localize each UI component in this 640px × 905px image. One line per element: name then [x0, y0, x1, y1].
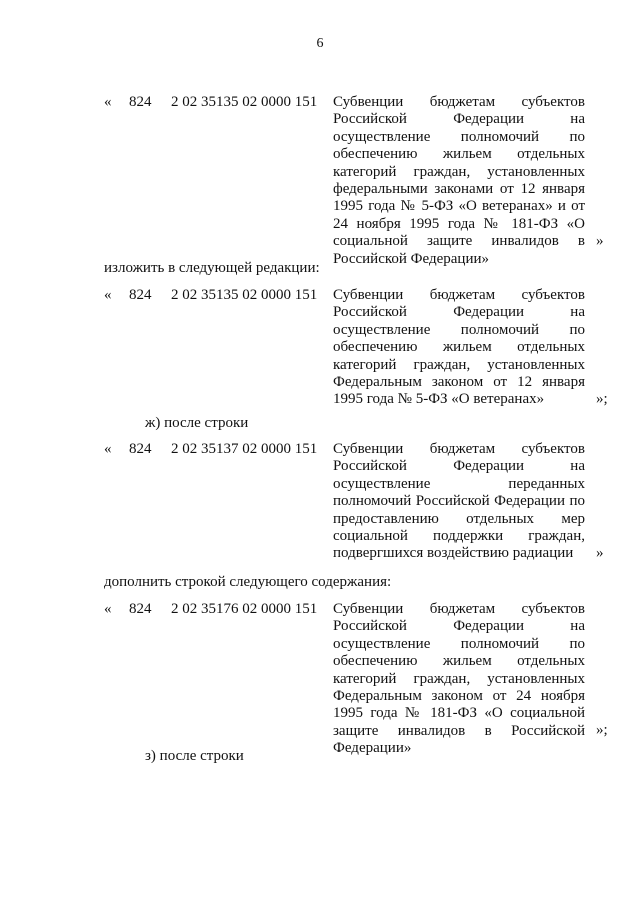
- close-quote: »;: [596, 391, 608, 407]
- open-quote: «: [104, 441, 112, 457]
- row-description: Субвенции бюджетам субъектов Российской Федерации на осуществление переданных полномочий Российской Федерации по предоставлению отдельных мер социальной поддержки граждан, подвергшихся воздействию радиации: [333, 441, 585, 562]
- row-description: Субвенции бюджетам субъектов Российской Федерации на осуществление полномочий по обеспечению жильем отдельных категорий граждан, установленных Федеральным законом от 24 ноября 1995 года № 181-ФЗ «О социальной защите инвалидов в Российской Федерации»: [333, 601, 585, 757]
- instruction-after-row-z: з) после строки: [145, 748, 244, 764]
- budget-classification-code: 2 02 35176 02 0000 151: [171, 601, 318, 617]
- open-quote: «: [104, 94, 112, 110]
- row-description: Субвенции бюджетам субъектов Российской Федерации на осуществление полномочий по обеспечению жильем отдельных категорий граждан, установленных федеральными законами от 12 января 1995 года № 5-ФЗ «О ветеранах» и от 24 ноября 1995 года № 181-ФЗ «О социальной защите инвалидов в Российской Федерации»: [333, 94, 585, 267]
- instruction-replace: изложить в следующей редакции:: [104, 260, 320, 276]
- budget-classification-code: 2 02 35135 02 0000 151: [171, 94, 318, 110]
- admin-code: 824: [129, 441, 152, 457]
- budget-classification-code: 2 02 35137 02 0000 151: [171, 441, 318, 457]
- open-quote: «: [104, 287, 112, 303]
- budget-classification-code: 2 02 35135 02 0000 151: [171, 287, 318, 303]
- page-number: 6: [316, 36, 324, 51]
- close-quote: »;: [596, 722, 608, 738]
- open-quote: «: [104, 601, 112, 617]
- admin-code: 824: [129, 601, 152, 617]
- row-description: Субвенции бюджетам субъектов Российской Федерации на осуществление полномочий по обеспечению жильем отдельных категорий граждан, установленных Федеральным законом от 12 января 1995 года № 5-ФЗ «О ветеранах»: [333, 287, 585, 408]
- admin-code: 824: [129, 287, 152, 303]
- close-quote: »: [596, 233, 604, 249]
- instruction-add-row: дополнить строкой следующего содержания:: [104, 574, 392, 590]
- close-quote: »: [596, 545, 604, 561]
- admin-code: 824: [129, 94, 152, 110]
- instruction-after-row-zh: ж) после строки: [145, 415, 249, 431]
